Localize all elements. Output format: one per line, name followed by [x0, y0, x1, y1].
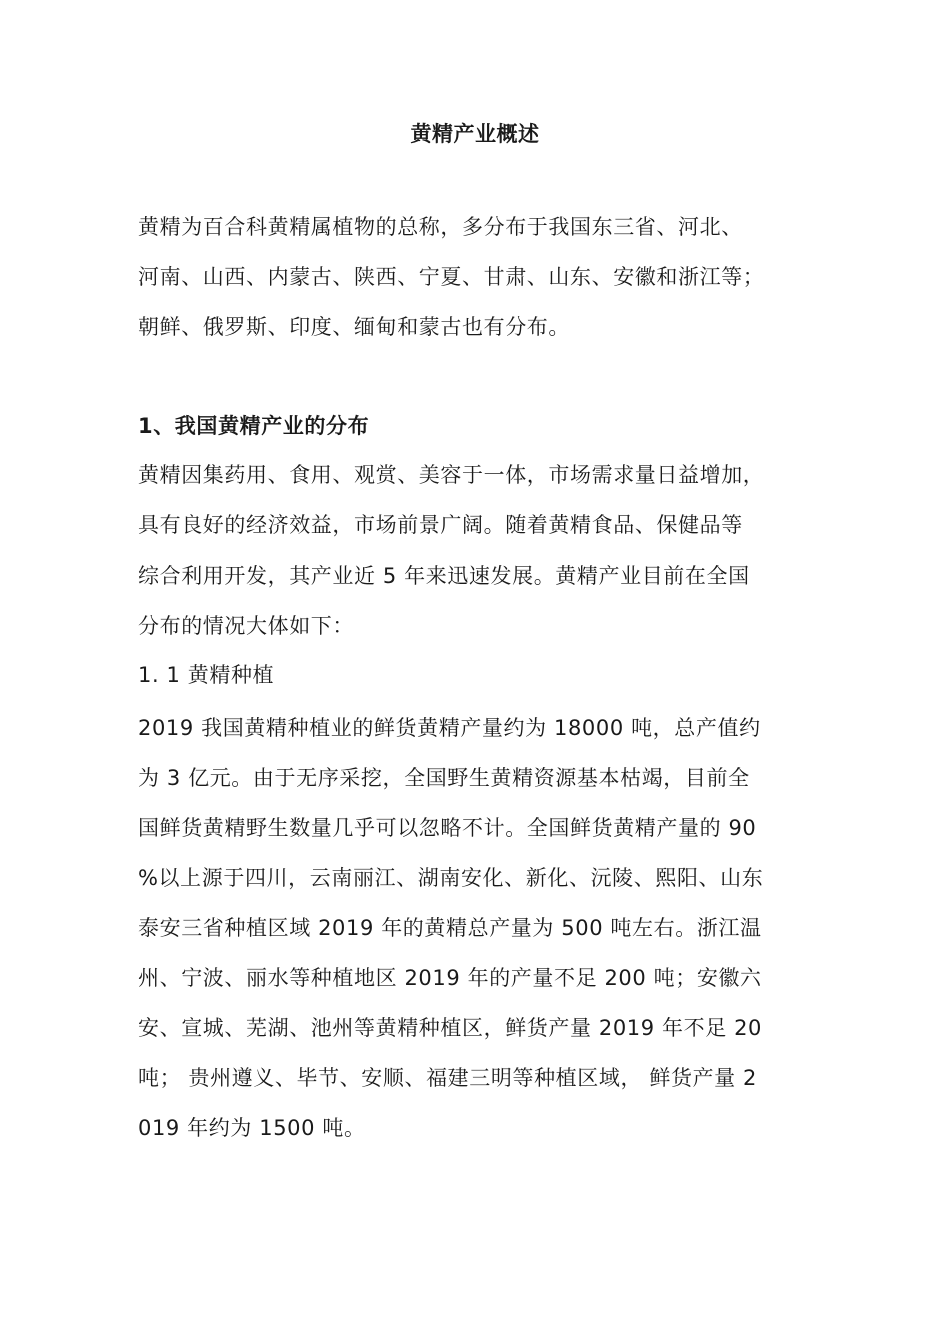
section-paragraph-line: 综合利用开发，其产业近 5 年来迅速发展。黄精产业目前在全国 — [138, 564, 750, 588]
subsection-paragraph-line: 2019 我国黄精种植业的鲜货黄精产量约为 18000 吨，总产值约 — [138, 716, 761, 740]
intro-line: 朝鲜、俄罗斯、印度、缅甸和蒙古也有分布。 — [138, 315, 570, 339]
section-paragraph-line: 分布的情况大体如下： — [138, 614, 354, 638]
section-paragraph-line: 黄精因集药用、食用、观赏、美容于一体，市场需求量日益增加， — [138, 463, 765, 487]
intro-line: 河南、山西、内蒙古、陕西、宁夏、甘肃、山东、安徽和浙江等； — [138, 265, 765, 289]
subsection-paragraph-line: 安、宣城、芜湖、池州等黄精种植区，鲜货产量 2019 年不足 20 — [138, 1016, 762, 1040]
subsection-paragraph-line: 019 年约为 1500 吨。 — [138, 1116, 366, 1140]
section-paragraph-line: 具有良好的经济效益，市场前景广阔。随着黄精食品、保健品等 — [138, 513, 743, 537]
document-title: 黄精产业概述 — [410, 122, 540, 146]
subsection-paragraph-line: 为 3 亿元。由于无序采挖，全国野生黄精资源基本枯竭，目前全 — [138, 766, 750, 790]
subsection-paragraph-line: 国鲜货黄精野生数量几乎可以忽略不计。全国鲜货黄精产量的 90 — [138, 816, 757, 840]
subsection-paragraph-line: 吨； 贵州遵义、毕节、安顺、福建三明等种植区域， 鲜货产量 2 — [138, 1066, 757, 1090]
subsection-paragraph-line: 州、宁波、丽水等种植地区 2019 年的产量不足 200 吨；安徽六 — [138, 966, 762, 990]
intro-line: 黄精为百合科黄精属植物的总称，多分布于我国东三省、河北、 — [138, 215, 743, 239]
subsection-paragraph-line: 泰安三省种植区域 2019 年的黄精总产量为 500 吨左右。浙江温 — [138, 916, 762, 940]
section-heading: 1、我国黄精产业的分布 — [138, 414, 370, 438]
subsection-heading: 1. 1 黄精种植 — [138, 663, 275, 687]
subsection-paragraph-line: %以上源于四川，云南丽江、湖南安化、新化、沅陵、熙阳、山东 — [138, 866, 764, 890]
